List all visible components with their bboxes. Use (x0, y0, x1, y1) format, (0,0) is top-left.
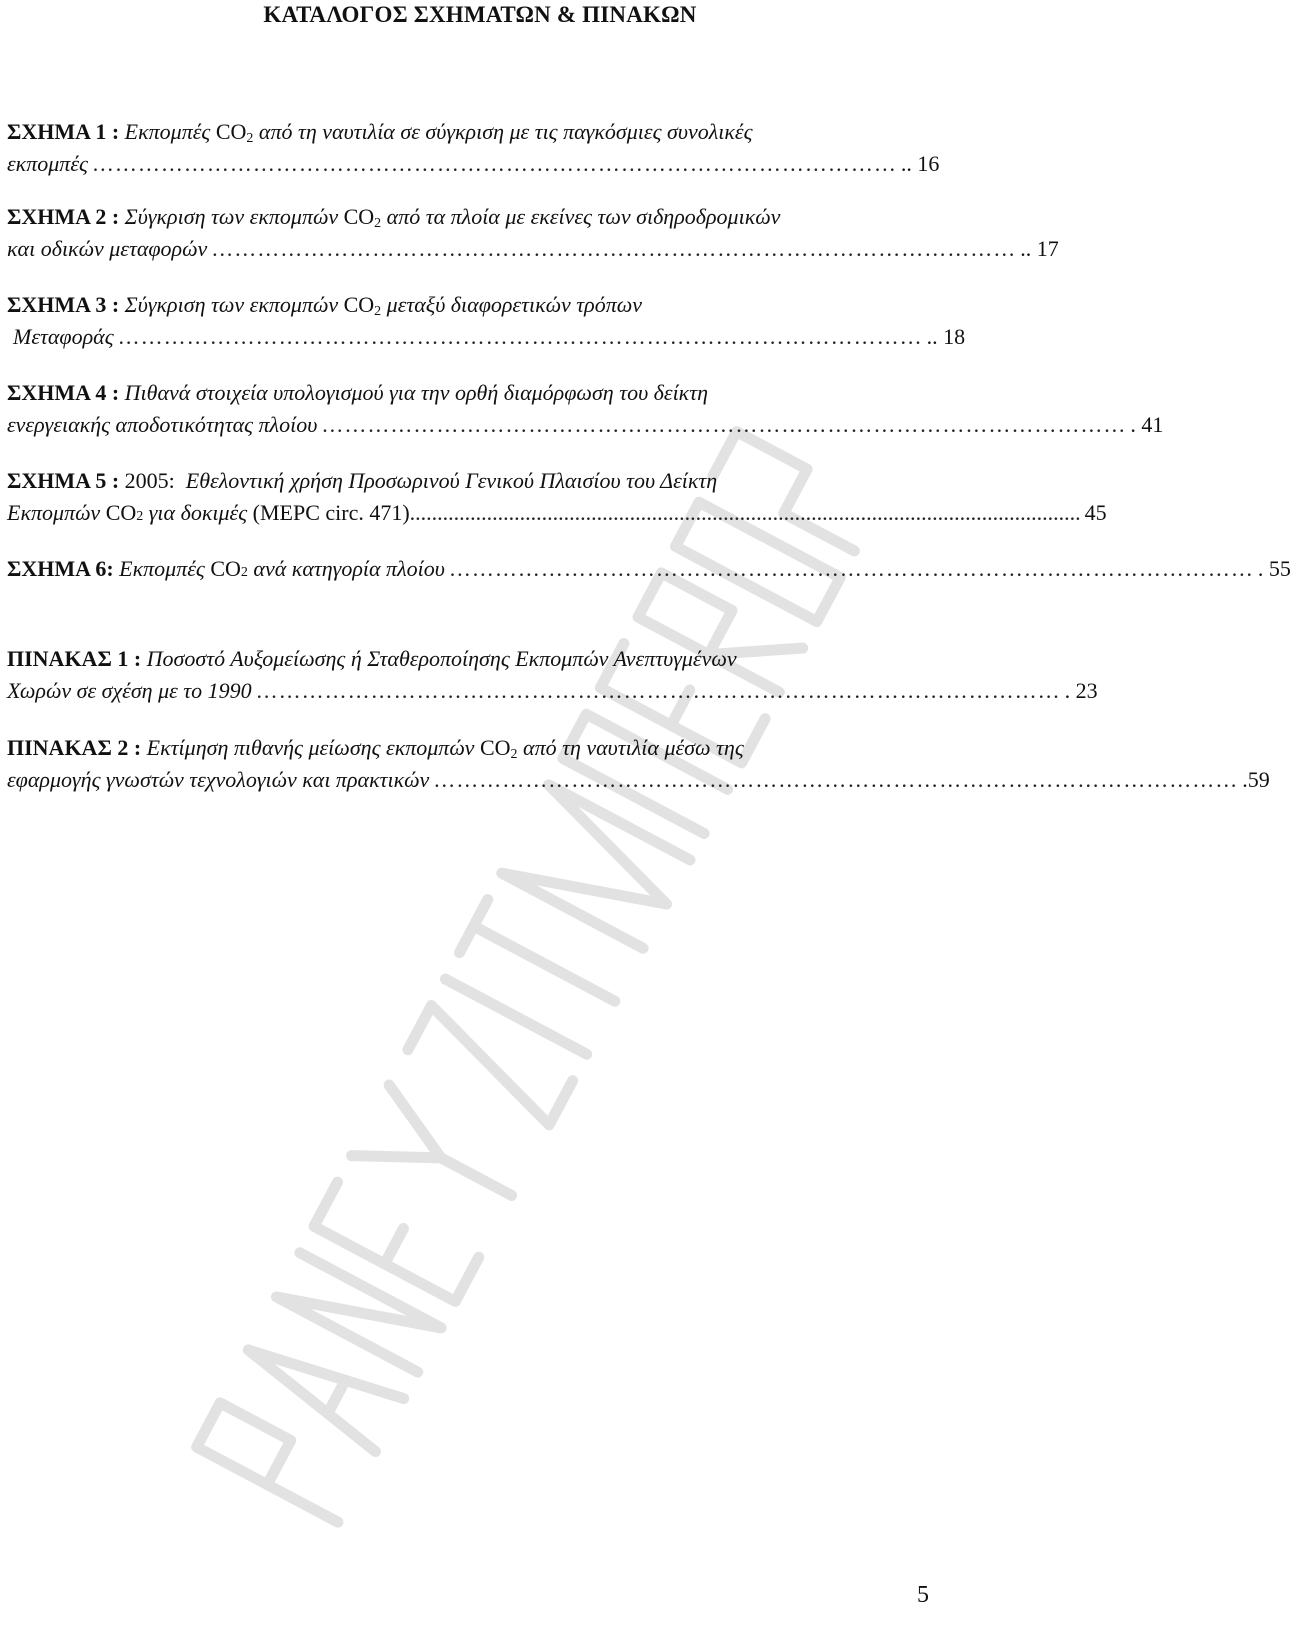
entry-title: μεταξύ διαφορετικών τρόπων (386, 292, 643, 317)
entry-line-1 (7, 465, 900, 497)
entry-line-1 (7, 377, 900, 409)
entry-title: Πιθανά στοιχεία υπολογισμού για την ορθή διαμόρφωση του δείκτη (124, 380, 709, 405)
entry-title: εφαρμογής γνωστών τεχνολογιών και πρακτικών (7, 767, 430, 792)
dot-leader: …………………………………………………………………………………………… (433, 767, 1239, 792)
figure-entry[interactable] (7, 289, 966, 353)
entry-label: ΣΧΗΜΑ 4 : (7, 380, 120, 405)
entry-title: εκπομπές (7, 151, 88, 176)
table-entry[interactable] (7, 732, 1270, 796)
entry-line-2 (7, 148, 940, 180)
figure-entry[interactable] (7, 116, 940, 180)
page-ref: .. 16 (900, 151, 940, 176)
co-subscript: 2 (246, 131, 254, 146)
page-number: 5 (917, 1582, 929, 1608)
entry-line-2 (7, 321, 966, 353)
entry-line-1 (7, 201, 900, 233)
entry-title: από τη ναυτιλία μέσω της (523, 735, 744, 760)
entry-title: Μεταφοράς (13, 324, 114, 349)
page-ref: . 23 (1064, 678, 1098, 703)
page-ref: .. 18 (926, 324, 966, 349)
page-ref: .59 (1242, 767, 1270, 792)
entry-label: ΠΙΝΑΚΑΣ 2 : (7, 735, 142, 760)
dot-leader: …………………………………………………………………………………………… (211, 236, 1017, 261)
entry-line-2 (7, 233, 1059, 265)
entry-line-2 (7, 675, 1098, 707)
entry-line-1: ΣΧΗΜΑ 6: Εκπομπές CO 2 ανά κατηγορία πλοίου …………………………………………………………………………………………… . 55 (7, 553, 900, 585)
entry-label: ΣΧΗΜΑ 6: (7, 556, 114, 581)
entry-line-1 (7, 289, 900, 321)
figure-entry[interactable] (7, 377, 1164, 441)
entry-year: 2005: (124, 468, 175, 493)
page-ref: 45 (1084, 500, 1107, 525)
entry-title: Εκπομπών (7, 500, 101, 525)
entry-label: ΣΧΗΜΑ 2 : (7, 204, 120, 229)
dot-leader: …………………………………………………………………………………………… (321, 412, 1127, 437)
dot-leader: …………………………………………………………………………………………… (91, 151, 897, 176)
entry-title: Χωρών σε σχέση με το 1990 (7, 678, 252, 703)
co-text: CO (479, 735, 511, 760)
entry-line-1 (7, 643, 900, 675)
entry-title: και οδικών μεταφορών (7, 236, 208, 261)
entry-line-1 (7, 116, 900, 148)
co-text: CO (343, 204, 375, 229)
entry-label: ΣΧΗΜΑ 3 : (7, 292, 120, 317)
co-text: CO (343, 292, 375, 317)
entry-title: Εκπομπές (119, 556, 205, 581)
entry-line-1 (7, 732, 900, 764)
figure-entry[interactable] (7, 465, 1107, 529)
entry-label: ΣΧΗΜΑ 1 : (7, 119, 120, 144)
page-ref: . 41 (1130, 412, 1164, 437)
entry-title: από τη ναυτιλία σε σύγκριση με τις παγκόσμιες συνολικές (258, 119, 753, 144)
entry-title: Εκτίμηση πιθανής μείωσης εκπομπών (146, 735, 475, 760)
table-entry[interactable] (7, 643, 1098, 707)
dot-leader: …………………………………………………………………………………………… (255, 678, 1061, 703)
entry-label: ΣΧΗΜΑ 5 : (7, 468, 120, 493)
entry-line-2 (7, 764, 1270, 796)
entry-title: για δοκιμές (148, 500, 248, 525)
co-text: CO (210, 556, 241, 581)
co-text: CO (105, 500, 137, 525)
page-ref: .. 17 (1020, 236, 1059, 261)
co-subscript: 2 (374, 216, 382, 231)
page-title: ΚΑΤΑΛΟΓΟΣ ΣΧΗΜΑΤΩΝ & ΠΙΝΑΚΩΝ (263, 2, 697, 27)
entry-title: ενεργειακής αποδοτικότητας πλοίου (7, 412, 318, 437)
co-text: CO (215, 119, 247, 144)
figure-entry[interactable] (7, 553, 1291, 585)
dot-leader: …………………………………………………………………………………………… (117, 324, 923, 349)
entry-title: Ποσοστό Αυξομείωσης ή Σταθεροποίησης Εκπομπών Ανεπτυγμένων (146, 646, 737, 671)
page-ref: . 55 (1257, 556, 1291, 581)
entry-title: από τα πλοία με εκείνες των σιδηροδρομικών (386, 204, 781, 229)
entry-line-2 (7, 409, 1164, 441)
dot-leader: .......................................................................................................................... (409, 500, 1081, 525)
co-subscript: 2 (374, 304, 382, 319)
entry-title: Σύγκριση των εκπομπών (124, 204, 339, 229)
entry-ref: (MEPC circ. 471) (252, 500, 410, 525)
figure-entry[interactable] (7, 201, 1059, 265)
entry-line-2: Εκπομπών CO 2 για δοκιμές (MEPC circ. 471) .......................................................................................................................... 45 (7, 497, 900, 529)
co-subscript: 2 (510, 747, 518, 762)
entry-label: ΠΙΝΑΚΑΣ 1 : (7, 646, 142, 671)
entry-title: ανά κατηγορία πλοίου (253, 556, 445, 581)
dot-leader: …………………………………………………………………………………………… (448, 556, 1254, 581)
entry-title: Σύγκριση των εκπομπών (124, 292, 339, 317)
entry-title: Εθελοντική χρήση Προσωρινού Γενικού Πλαισίου του Δείκτη (185, 468, 718, 493)
entry-title: Εκπομπές (124, 119, 211, 144)
